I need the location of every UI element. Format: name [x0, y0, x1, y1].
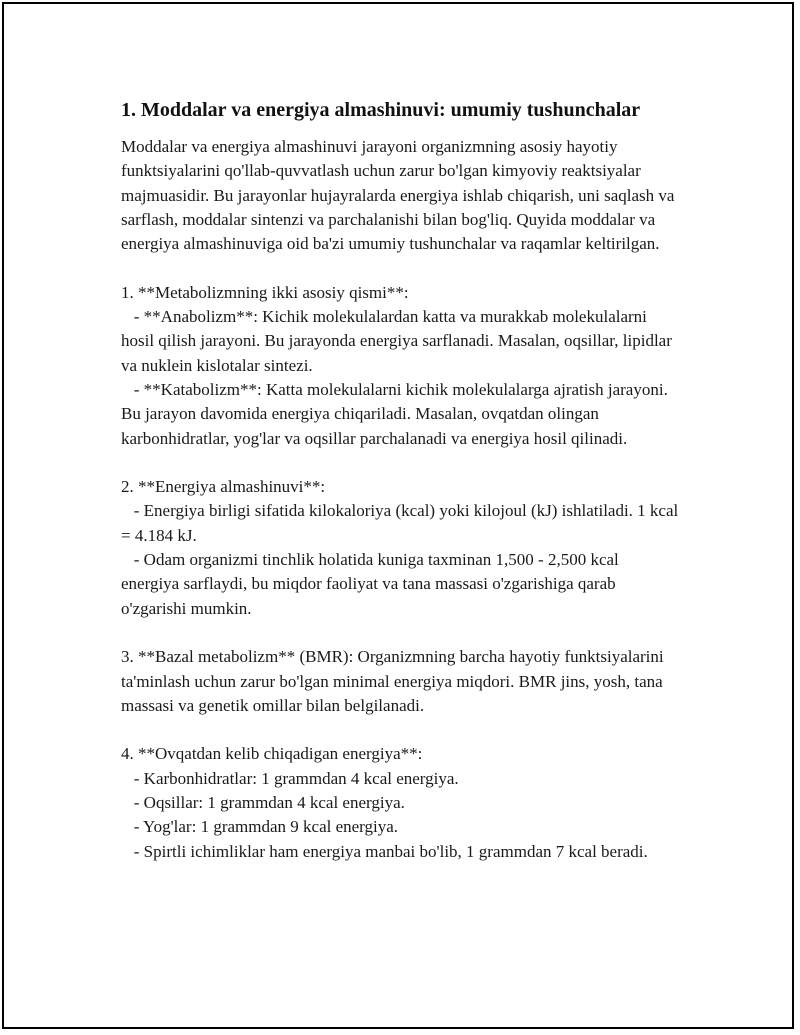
list-item: - **Katabolizm**: Katta molekulalarni kichik molekulalarga ajratish jarayoni. Bu jarayon davomida energiya chiqariladi. Masalan, ovqatdan olingan karbonhidratlar, yog'lar va oqsillar parchalanadi va energiya hosil qilinadi.: [121, 379, 673, 448]
document-page: [2, 2, 794, 1029]
paragraph-gap: [121, 256, 681, 280]
list-item: - Energiya birligi sifatida kilokaloriya (kcal) yoki kilojoul (kJ) ishlatiladi. 1 kcal = 4.184 kJ.: [121, 501, 683, 545]
section-heading: 2. **Energiya almashinuvi**:: [121, 477, 326, 497]
paragraph-gap: [121, 718, 681, 742]
paragraph-gap: [121, 451, 681, 475]
list-item: - Spirtli ichimliklar ham energiya manbai bo'lib, 1 grammdan 7 kcal beradi.: [121, 841, 648, 861]
page-title: 1. Moddalar va energiya almashinuvi: umumiy tushunchalar: [121, 99, 641, 121]
list-item: - Oqsillar: 1 grammdan 4 kcal energiya.: [121, 793, 405, 813]
section-heading: 4. **Ovqatdan kelib chiqadigan energiya**:: [121, 744, 423, 764]
section-heading: 1. **Metabolizmning ikki asosiy qismi**:: [121, 282, 409, 302]
list-item: - Odam organizmi tinchlik holatida kuniga taxminan 1,500 - 2,500 kcal energiya sarflaydi, bu miqdor faoliyat va tana massasi o'zgarishiga qarab o'zgarishi mumkin.: [121, 550, 624, 618]
section-heading: 3. **Bazal metabolizm** (BMR): Organizmning barcha hayotiy funktsiyalarini ta'minlash uchun zarur bo'lgan minimal energiya miqdori. BMR jins, yosh, tana massasi va genetik omillar bilan belgilanadi.: [121, 647, 668, 715]
document-body: [121, 97, 681, 864]
list-item: - Karbonhidratlar: 1 grammdan 4 kcal energiya.: [121, 768, 459, 788]
intro-paragraph: Moddalar va energiya almashinuvi jarayoni organizmning asosiy hayotiy funktsiyalarini qo'llab-quvvatlash uchun zarur bo'lgan kimyoviy reaktsiyalar majmuasidir. Bu jarayonlar hujayralarda energiya ishlab chiqarish, uni saqlash va sarflash, moddalar sintenzi va parchalanishi bilan bog'liq. Quyida moddalar va energiya almashinuviga oid ba'zi umumiy tushunchalar va raqamlar keltirilgan.: [121, 137, 679, 254]
list-item: - **Anabolizm**: Kichik molekulalardan katta va murakkab molekulalarni hosil qilish jarayoni. Bu jarayonda energiya sarflanadi. Masalan, oqsillar, lipidlar va nuklein kislotalar sintezi.: [121, 307, 677, 375]
paragraph-gap: [121, 621, 681, 645]
list-item: - Yog'lar: 1 grammdan 9 kcal energiya.: [121, 817, 399, 837]
